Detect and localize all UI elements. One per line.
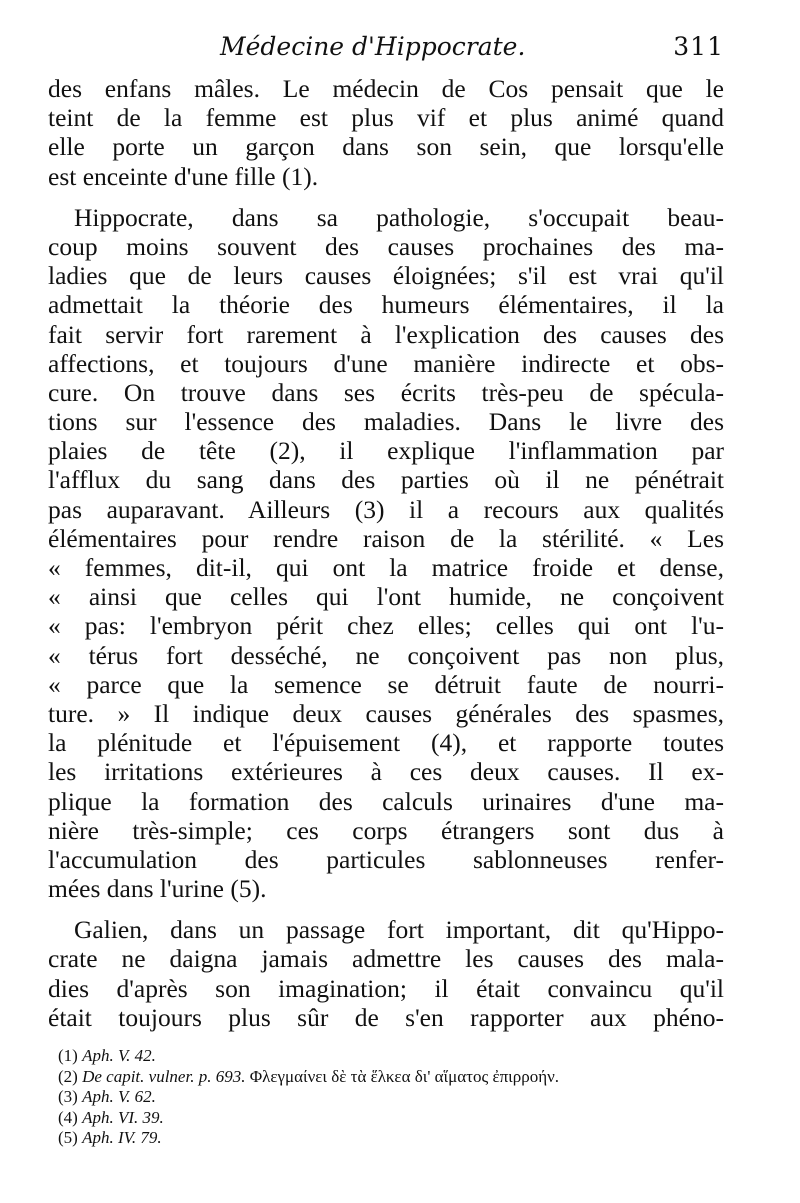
text-line: teint de la femme est plus vif et plus animé quand (48, 103, 724, 133)
text-line: les irritations extérieures à ces deux causes. Il ex- (48, 757, 724, 787)
text-line: des enfans mâles. Le médecin de Cos pensait que le (48, 74, 724, 103)
text-line: fait servir fort rarement à l'explication des causes des (48, 319, 724, 349)
text-line: « pas: l'embryon périt chez elles; celles qui ont l'u- (48, 611, 724, 641)
text-line: tions sur l'essence des maladies. Dans le livre des (48, 407, 724, 437)
footnote-reference: Aph. IV. 79. (82, 1128, 162, 1147)
text-line: l'accumulation des particules sablonneuses renfer- (48, 844, 724, 874)
text-line: dies d'après son imagination; il était convaincu qu'il (48, 973, 724, 1003)
footnote-number: (1) (58, 1046, 78, 1065)
text-line: ladies que de leurs causes éloignées; s'il est vrai qu'il (48, 261, 724, 291)
footnote-reference: Aph. V. 42. (82, 1046, 156, 1065)
text-line: ture. » Il indique deux causes générales des spasmes, (48, 698, 724, 728)
paragraph-2 (48, 203, 724, 904)
text-line: mées dans l'urine (5). (48, 874, 267, 904)
text-line: nière très-simple; ces corps étrangers sont dus à (48, 815, 724, 845)
footnote (58, 1128, 724, 1149)
book-page (48, 30, 724, 1149)
footnote-number: (5) (58, 1128, 78, 1147)
footnote-reference: Aph. V. 62. (82, 1087, 156, 1106)
text-line: cure. On trouve dans ses écrits très-peu de spécula- (48, 377, 724, 407)
paragraph-3 (48, 915, 724, 1032)
text-line: était toujours plus sûr de s'en rapporter aux phéno- (48, 1002, 724, 1032)
text-line: « femmes, dit-il, qui ont la matrice froide et dense, (48, 553, 724, 582)
text-line: l'afflux du sang dans des parties où il ne pénétrait (48, 465, 724, 495)
page-number: 311 (673, 32, 724, 61)
paragraph-gap (48, 903, 724, 915)
text-line: « ainsi que celles qui l'ont humide, ne conçoivent (48, 582, 724, 612)
running-title: Médecine d'Hippocrate. (220, 32, 526, 61)
text-line: « parce que la semence se détruit faute de nourri- (48, 669, 724, 699)
paragraph-1 (48, 74, 724, 191)
footnote-reference: Aph. VI. 39. (82, 1107, 164, 1127)
paragraph-gap (48, 191, 724, 203)
footnote (58, 1067, 724, 1088)
text-line: Hippocrate, dans sa pathologie, s'occupait beau- (74, 202, 724, 232)
footnote-greek-quote: Φλεγμαίνει δὲ τὰ ἕλκεα δι' αἵματος ἐπιρροήν. (249, 1066, 560, 1086)
text-line: élémentaires pour rendre raison de la stérilité. « Les (48, 523, 724, 553)
footnote-reference: De capit. vulner. p. 693. (82, 1066, 246, 1086)
text-line: pas auparavant. Ailleurs (3) il a recours aux qualités (48, 494, 724, 524)
page-header (48, 30, 724, 74)
text-line: admettait la théorie des humeurs élémentaires, il la (48, 290, 724, 320)
footnotes (58, 1046, 724, 1149)
text-line: la plénitude et l'épuisement (4), et rapporte toutes (48, 728, 724, 758)
text-line: « térus fort desséché, ne conçoivent pas non plus, (48, 640, 724, 670)
footnote-number: (2) (58, 1066, 78, 1086)
footnote (58, 1046, 724, 1067)
footnote (58, 1087, 724, 1108)
body-text (48, 74, 724, 1032)
text-line: crate ne daigna jamais admettre les causes des mala- (48, 944, 724, 974)
footnote-number: (4) (58, 1107, 78, 1127)
text-line: elle porte un garçon dans son sein, que lorsqu'elle (48, 132, 724, 162)
text-line: Galien, dans un passage fort important, dit qu'Hippo- (74, 915, 724, 945)
text-line: affections, et toujours d'une manière indirecte et obs- (48, 348, 724, 378)
text-line: coup moins souvent des causes prochaines des ma- (48, 231, 724, 261)
text-line: plaies de tête (2), il explique l'inflammation par (48, 436, 724, 466)
footnote-number: (3) (58, 1087, 78, 1106)
text-line: plique la formation des calculs urinaires d'une ma- (48, 786, 724, 816)
text-line: est enceinte d'une fille (1). (48, 161, 319, 191)
footnote (58, 1108, 724, 1129)
